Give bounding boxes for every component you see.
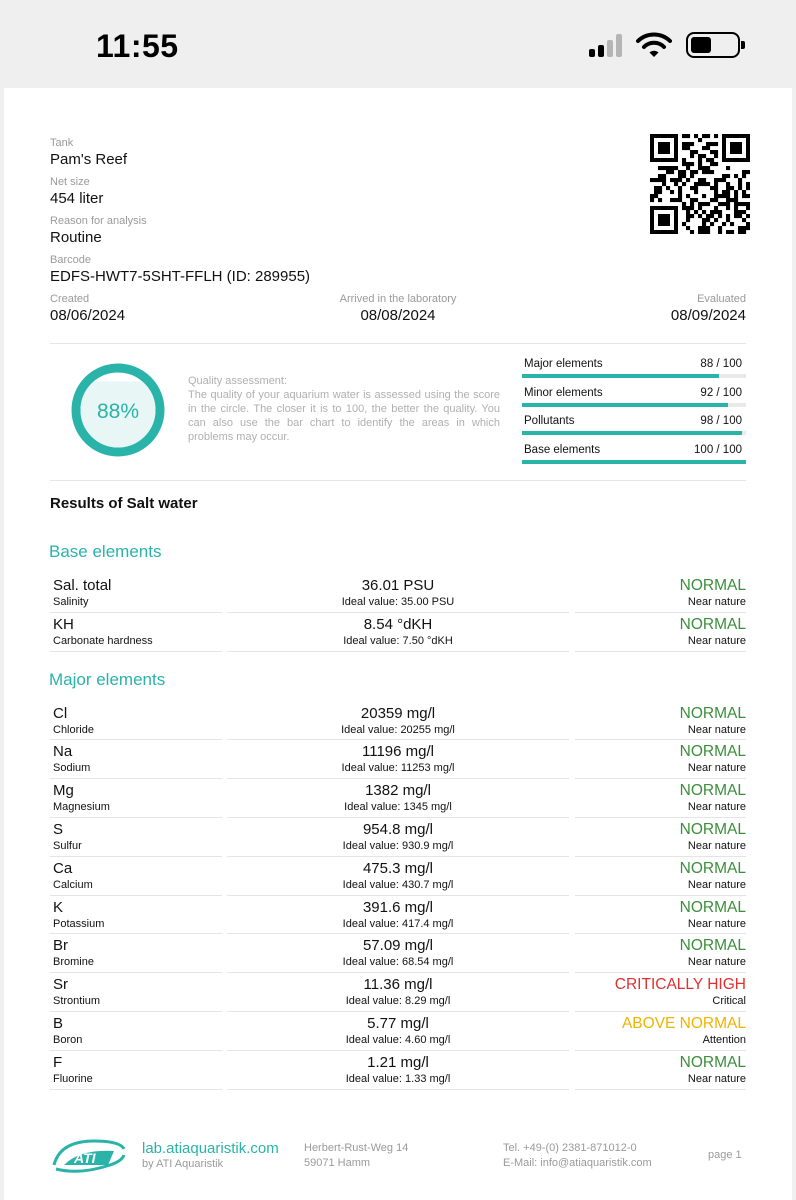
category-bar-row	[522, 411, 746, 440]
evaluated-label: Evaluated	[697, 293, 746, 305]
parameter-name: Calcium	[53, 878, 93, 891]
results-title: Results of Salt water	[50, 495, 198, 512]
category-bar-row	[522, 440, 746, 469]
footer-contact	[503, 1141, 652, 1171]
row-divider	[227, 1089, 569, 1090]
status-label: NORMAL	[679, 743, 746, 761]
ideal-value: Ideal value: 68.54 mg/l	[342, 956, 454, 969]
parameter-name: Salinity	[53, 596, 89, 608]
status-label: NORMAL	[679, 704, 746, 722]
measured-value: 8.54 °dKH	[363, 615, 433, 633]
parameter-symbol: Mg	[53, 782, 74, 800]
category-score: 92 / 100	[700, 386, 742, 399]
status-label: NORMAL	[679, 898, 746, 916]
parameter-symbol: Sal. total	[53, 577, 112, 594]
result-row	[50, 702, 746, 741]
measured-value: 954.8 mg/l	[362, 820, 434, 838]
category-score: 98 / 100	[700, 415, 742, 427]
status-label: NORMAL	[679, 937, 746, 955]
parameter-name: Fluorine	[53, 1072, 93, 1085]
status-note: Near nature	[687, 1072, 746, 1085]
measured-value: 11.36 mg/l	[363, 976, 433, 994]
footer-address-line2: 59071 Hamm	[304, 1157, 371, 1169]
ideal-value: Ideal value: 35.00 PSU	[341, 596, 455, 608]
category-bar-row	[522, 383, 746, 412]
row-divider	[575, 1089, 746, 1090]
parameter-symbol: Cl	[53, 704, 68, 722]
category-bar-fill	[522, 403, 728, 407]
parameter-symbol: Na	[53, 743, 73, 761]
wifi-icon	[636, 32, 672, 58]
category-label: Minor elements	[524, 386, 603, 399]
parameter-symbol: B	[53, 1014, 64, 1032]
dates-row	[50, 292, 746, 331]
status-note: Near nature	[687, 596, 746, 608]
report-content	[50, 136, 746, 1090]
status-note: Near nature	[687, 878, 746, 891]
status-label: NORMAL	[679, 1053, 746, 1071]
row-divider	[227, 651, 569, 652]
row-divider	[50, 1089, 222, 1090]
status-label: NORMAL	[679, 577, 746, 594]
footer-address	[304, 1141, 408, 1171]
ideal-value: Ideal value: 4.60 mg/l	[345, 1033, 451, 1046]
ideal-value: Ideal value: 1345 mg/l	[344, 801, 452, 814]
category-label: Major elements	[524, 358, 603, 370]
parameter-name: Sodium	[53, 762, 91, 775]
status-label: NORMAL	[679, 820, 746, 838]
result-row	[50, 973, 746, 1012]
status-label: NORMAL	[679, 859, 746, 877]
result-row	[50, 934, 746, 973]
footer-address-line1: Herbert-Rust-Weg 14	[304, 1142, 409, 1154]
created-label: Created	[50, 293, 90, 305]
footer-phone[interactable]: Tel. +49-(0) 2381-871012-0	[503, 1142, 637, 1154]
ideal-value: Ideal value: 417.4 mg/l	[342, 917, 454, 930]
status-note: Near nature	[687, 762, 746, 775]
measured-value: 5.77 mg/l	[367, 1014, 429, 1032]
cellular-signal-icon	[589, 33, 622, 57]
parameter-symbol: Sr	[53, 976, 68, 994]
tank-value: Pam's Reef	[50, 151, 128, 168]
section-title: Base elements	[49, 542, 162, 561]
category-label: Pollutants	[524, 415, 575, 427]
result-row	[50, 779, 746, 818]
category-bars	[522, 354, 746, 468]
result-row	[50, 1012, 746, 1051]
status-label: ABOVE NORMAL	[621, 1014, 746, 1032]
category-bar-fill	[522, 460, 746, 464]
status-note: Attention	[702, 1033, 746, 1046]
measured-value: 1382 mg/l	[365, 782, 431, 800]
status-label: NORMAL	[679, 782, 746, 800]
status-note: Near nature	[687, 634, 746, 647]
category-bar-fill	[522, 374, 719, 378]
measured-value: 20359 mg/l	[360, 704, 436, 722]
report-page	[4, 88, 792, 1200]
ideal-value: Ideal value: 11253 mg/l	[341, 762, 455, 775]
barcode-value: EDFS-HWT7-5SHT-FFLH (ID: 289955)	[50, 268, 311, 285]
net-size-label: Net size	[50, 176, 90, 188]
battery-icon	[686, 32, 740, 58]
measured-value: 11196 mg/l	[362, 743, 434, 761]
status-label: CRITICALLY HIGH	[614, 976, 746, 994]
status-note: Critical	[712, 995, 746, 1008]
parameter-name: Carbonate hardness	[53, 634, 153, 647]
measured-value: 475.3 mg/l	[362, 859, 434, 877]
quality-assessment-body: The quality of your aquarium water is assessed using the score in the circle. The closer it is to 100, the better the quality. You can also use the bar chart to identify the areas in which problems may occur.	[188, 389, 500, 443]
status-note: Near nature	[687, 723, 746, 736]
status-icons	[589, 32, 740, 58]
arrived-label: Arrived in the laboratory	[339, 293, 457, 305]
result-row	[50, 818, 746, 857]
ati-logo[interactable]	[50, 1135, 128, 1177]
parameter-name: Strontium	[53, 995, 101, 1008]
quality-summary	[50, 343, 746, 481]
page-number: page 1	[708, 1149, 742, 1161]
result-row	[50, 740, 746, 779]
parameter-symbol: Br	[53, 937, 68, 955]
clock: 11:55	[96, 28, 179, 64]
measured-value: 36.01 PSU	[361, 577, 435, 594]
logo-text: ATI	[74, 1150, 96, 1166]
result-row	[50, 613, 746, 652]
parameter-name: Potassium	[53, 917, 105, 930]
category-bar-row	[522, 354, 746, 383]
parameter-symbol: S	[53, 820, 64, 838]
ideal-value: Ideal value: 7.50 °dKH	[343, 634, 453, 647]
category-score: 100 / 100	[694, 443, 742, 456]
ideal-value: Ideal value: 20255 mg/l	[341, 723, 455, 736]
row-divider	[50, 651, 222, 652]
result-row	[50, 857, 746, 896]
barcode-label: Barcode	[50, 254, 91, 266]
measured-value: 1.21 mg/l	[367, 1053, 429, 1071]
parameter-symbol: Ca	[53, 859, 73, 877]
arrived-value: 08/08/2024	[360, 307, 436, 324]
status-bar	[0, 0, 796, 88]
reason-value: Routine	[50, 229, 102, 246]
reason-label: Reason for analysis	[50, 215, 147, 227]
status-note: Near nature	[687, 801, 746, 814]
category-bar-fill	[522, 431, 742, 435]
evaluated-value: 08/09/2024	[670, 307, 746, 324]
ideal-value: Ideal value: 430.7 mg/l	[342, 878, 454, 891]
tank-label: Tank	[50, 137, 74, 149]
parameter-name: Boron	[53, 1033, 83, 1046]
quality-assessment-heading: Quality assessment:	[188, 375, 288, 387]
status-note: Near nature	[687, 956, 746, 969]
ideal-value: Ideal value: 1.33 mg/l	[345, 1072, 451, 1085]
measured-value: 391.6 mg/l	[362, 898, 434, 916]
result-row	[50, 896, 746, 935]
status-label: NORMAL	[679, 615, 746, 633]
net-size-value: 454 liter	[50, 190, 104, 207]
category-label: Base elements	[524, 443, 601, 456]
footer-website-link[interactable]: lab.atiaquaristik.com	[142, 1140, 279, 1157]
qr-code[interactable]	[650, 134, 750, 234]
footer-email[interactable]: E-Mail: info@atiaquaristik.com	[503, 1157, 652, 1169]
parameter-name: Magnesium	[53, 801, 110, 814]
result-row	[50, 574, 746, 613]
measured-value: 57.09 mg/l	[362, 937, 434, 955]
footer-byline: by ATI Aquaristik	[142, 1158, 224, 1170]
section-title: Major elements	[49, 669, 166, 689]
parameter-name: Sulfur	[53, 839, 82, 852]
status-note: Near nature	[687, 839, 746, 852]
ideal-value: Ideal value: 930.9 mg/l	[342, 839, 454, 852]
row-divider	[575, 651, 746, 652]
parameter-symbol: KH	[53, 615, 74, 633]
created-value: 08/06/2024	[50, 307, 126, 324]
ideal-value: Ideal value: 8.29 mg/l	[345, 995, 451, 1008]
parameter-symbol: K	[53, 898, 64, 916]
category-score: 88 / 100	[700, 358, 742, 370]
quality-assessment-text	[188, 374, 500, 444]
quality-score-text: 88%	[96, 400, 140, 423]
parameter-name: Bromine	[53, 956, 94, 969]
results-table	[50, 574, 746, 652]
parameter-name: Chloride	[53, 723, 94, 736]
parameter-symbol: F	[53, 1053, 63, 1071]
status-note: Near nature	[687, 917, 746, 930]
result-row	[50, 1051, 746, 1090]
results-table	[50, 702, 746, 1090]
